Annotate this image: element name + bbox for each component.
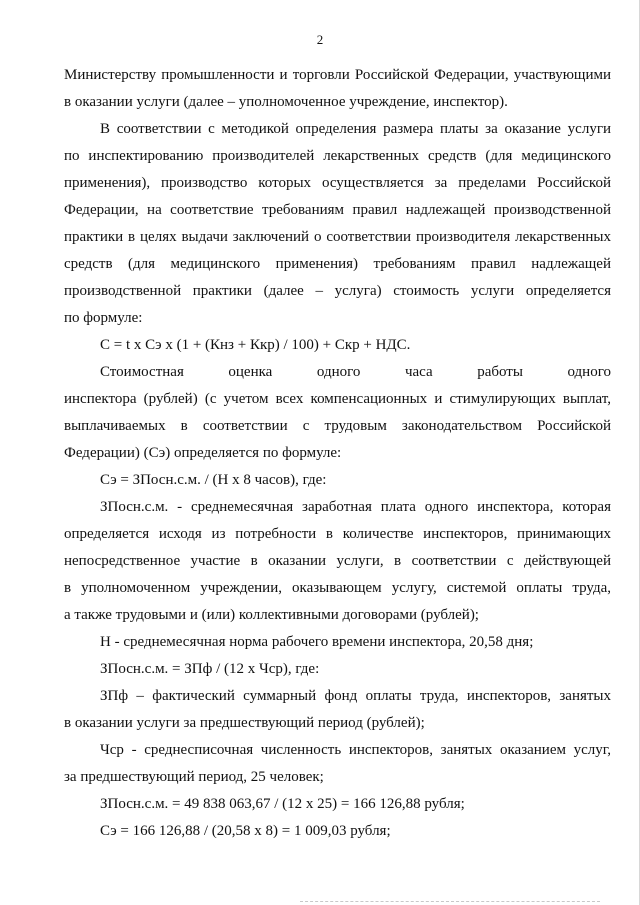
text-line: в оказании услуги (далее – уполномоченное учреждение, инспектор). [64, 94, 508, 110]
text-line: практики в целях выдачи заключений о соответствии производителя лекарственных [64, 229, 611, 245]
text-line: по формуле: [64, 310, 143, 326]
text-line: Министерству промышленности и торговли Российской Федерации, участвующими [64, 67, 611, 83]
text-line: ЗПосн.с.м. - среднемесячная заработная плата одного инспектора, которая [100, 499, 611, 515]
text-line: ЗПосн.с.м. = ЗПф / (12 х Чср), где: [100, 661, 320, 677]
text-line: инспектора (рублей) (с учетом всех компенсационных и стимулирующих выплат, [64, 391, 611, 407]
text-line: C = t x Cэ x (1 + (Кнз + Ккр) / 100) + Скр + НДС. [100, 337, 411, 353]
text-line: Сэ = 166 126,88 / (20,58 х 8) = 1 009,03 рубля; [100, 823, 391, 839]
text-line: производственной практики (далее – услуга) стоимость услуги определяется [64, 283, 611, 299]
text-line: за предшествующий период, 25 человек; [64, 769, 324, 785]
text-line: выплачиваемых в соответствии с трудовым законодательством Российской [64, 418, 611, 434]
text-line: в уполномоченном учреждении, оказывающем услугу, системой оплаты труда, [64, 580, 611, 596]
text-line: Стоимостная оценка одного часа работы одного [100, 364, 611, 380]
text-line: а также трудовыми и (или) коллективными договорами (рублей); [64, 607, 479, 623]
text-line: В соответствии с методикой определения размера платы за оказание услуги [100, 121, 611, 137]
text-line: ЗПосн.с.м. = 49 838 063,67 / (12 х 25) = 166 126,88 рубля; [100, 796, 465, 812]
text-line: применения), производство которых осуществляется за пределами Российской [64, 175, 611, 191]
text-line: по инспектированию производителей лекарственных средств (для медицинского [64, 148, 611, 164]
text-line: определяется исходя из потребности в количестве инспекторов, принимающих [64, 526, 611, 542]
text-line: непосредственное участие в оказании услуги, в соответствии с действующей [64, 553, 611, 569]
text-line: в оказании услуги за предшествующий период (рублей); [64, 715, 425, 731]
text-line: ЗПф – фактический суммарный фонд оплаты труда, инспекторов, занятых [100, 688, 611, 704]
text-line: Н - среднемесячная норма рабочего времени инспектора, 20,58 дня; [100, 634, 534, 650]
text-line: Федерации, на соответствие требованиям правил надлежащей производственной [64, 202, 611, 218]
text-line: средств (для медицинского применения) требованиям правил надлежащей [64, 256, 611, 272]
text-line: Чср - среднесписочная численность инспекторов, занятых оказанием услуг, [100, 742, 611, 758]
scan-edge-mark [300, 901, 600, 903]
page-number: 2 [316, 32, 324, 47]
document-body [64, 62, 611, 845]
text-line: Федерации) (Сэ) определяется по формуле: [64, 445, 342, 461]
text-line: Сэ = ЗПосн.с.м. / (Н х 8 часов), где: [100, 472, 327, 488]
